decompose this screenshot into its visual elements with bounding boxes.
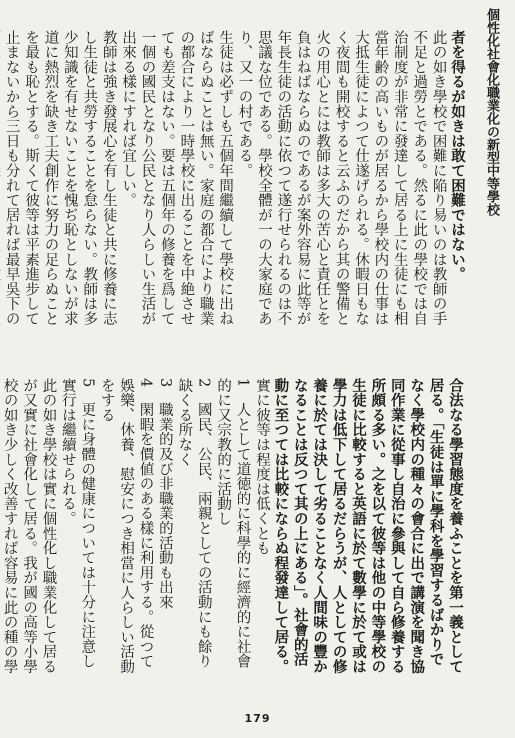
list-number: 2 — [195, 378, 212, 388]
list-text: 國民、公民、兩親としての活動にも餘り缺くる所なく — [176, 378, 212, 669]
lower-text-block — [1, 378, 465, 678]
list-item — [96, 378, 154, 678]
paragraph: 生徒は必ずしも五個年間繼續して學校に出ねばならぬことは無い。家庭の都合により職業の都合により一時學校に出ることを中絶させても差支はない。要は五個年の修養を爲して一個の國民となり公民となり人らしい生活が出來る樣にすれば宜しい。 — [120, 30, 234, 326]
paragraph: 此の如き學校は實に個性化し職業化して居るが又實に社會化して居る。我が國の高等小學校の如き少しく改善すれば容易に此の種の學 — [1, 378, 57, 674]
paragraph: 實に彼等は程度は低くとも — [253, 378, 270, 556]
list-item — [155, 378, 174, 678]
list-number: 4 — [137, 378, 154, 388]
list-item — [213, 378, 252, 678]
list-text: 人として道徳的に科學的に經濟的に社會的に又宗教的に活動し — [215, 378, 251, 669]
running-header: 個性化社會化職業化の新型中等學校 — [484, 8, 499, 216]
list-item — [57, 378, 96, 678]
page-number: 179 — [244, 712, 271, 725]
list-item — [174, 378, 213, 678]
list-number: 1 — [234, 378, 251, 388]
paragraph: 教師は強き發展心を有し生徒と共に修養に志し生徒と共勞することを怠らない。教師は多少知識を有せないことを愧ぢ恥としないが求道に熱烈を缺き工夫創作に努力の足らぬことを最も恥とする。斯くて彼等は平素進步して止まないから三日も分れて居れば最早吳下の — [3, 30, 117, 326]
list-text: 更に身體の健康については十分に注意し實行は繼續せられる。 — [59, 378, 96, 669]
list-text: 職業的及び非職業的活動も出來 — [156, 402, 173, 610]
paragraph: 合法なる學習態度を養ふことを第一義として居る。「生徒は單に學科を學習するばかりでなく學校内の種々の會合に出で講演を聞き協同作業に從事し自治に參與して自ら修養する所頗る多い。之を以て彼等は他の中等學校の生徒に比較すると英語に於て數學に於て或は學力は低下して居るだらうが、人としての修養に於ては決して劣ることなく人間味の豐かなることは反つて其の上にある」。社會的活動に至つては比較にならぬ程發達して居る。 — [272, 378, 464, 674]
list-number: 5 — [79, 378, 96, 388]
list-text: 閑暇を價値のある樣に利用する。從つて娛樂、休養、慰安につき相當に人らしい活動をする — [98, 378, 154, 674]
paragraph: 此の如き學校で困難に陥り易いのは教師の手不足と過勞とである。然るに此の學校では自治制度が非常に發達して居る上に生徒にも相當年齢の高いものが居るから學校内の仕事は大抵生徒によつて仕遂げられる。休暇日もなく夜間も開校すると云ふのだから其の警備と火の用心とには教師は多大の苦心と責任とを負はねばならぬのであるが案外容易に此等が年長生徒の活動に依つて遂行せられるのは不思議な位である。學校全體が一の大家庭であり、又一の村である。 — [236, 30, 447, 326]
list-number: 3 — [156, 378, 173, 388]
upper-text-block — [3, 30, 467, 330]
paragraph: 者を得るが如きは敢て困難ではない。 — [449, 30, 466, 282]
